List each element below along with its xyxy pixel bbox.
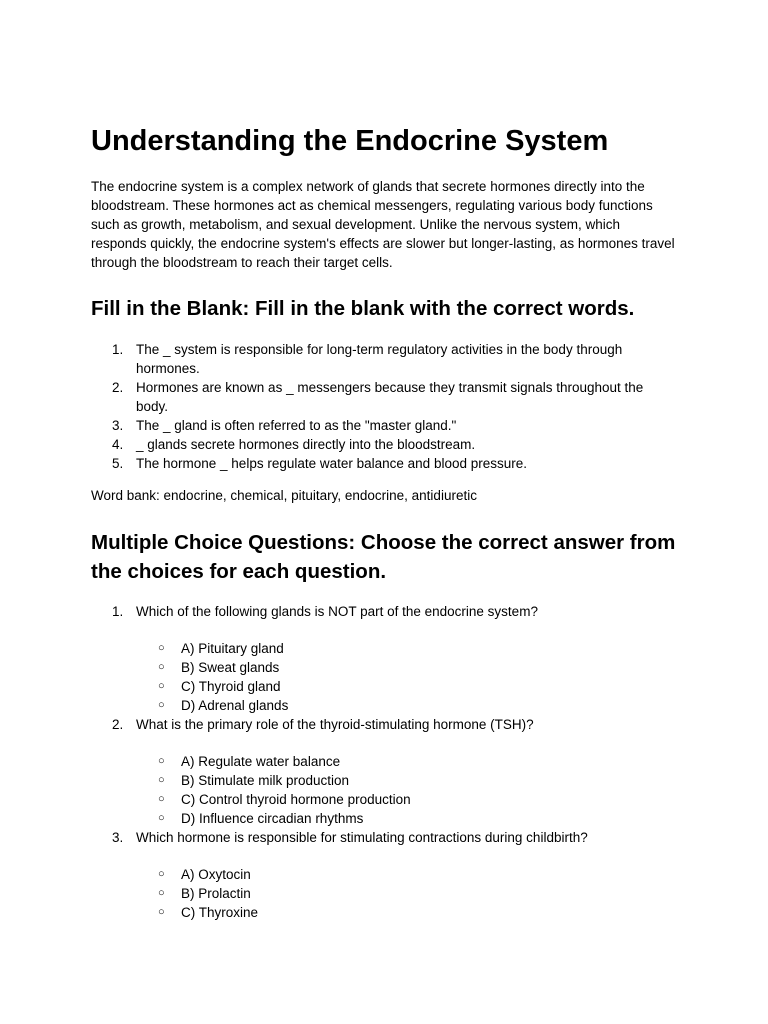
choice-item	[136, 677, 676, 696]
question-number: 1.	[112, 604, 124, 619]
choice-text: D) Influence circadian rhythms	[181, 811, 364, 826]
list-item-text: _ glands secrete hormones directly into the bloodstream.	[136, 437, 476, 452]
question-item	[91, 602, 676, 715]
fill-in-blank-list	[91, 340, 676, 473]
list-item-text: The hormone _ helps regulate water balance and blood pressure.	[136, 456, 527, 471]
question-number: 3.	[112, 830, 124, 845]
choice-item	[136, 790, 676, 809]
list-item	[91, 378, 676, 416]
hollow-circle-bullet-icon: ○	[158, 906, 165, 918]
choice-list	[136, 734, 676, 828]
choice-text: B) Stimulate milk production	[181, 773, 350, 788]
choice-item	[136, 903, 676, 922]
choice-text: A) Oxytocin	[181, 867, 251, 882]
choice-text: B) Sweat glands	[181, 660, 280, 675]
choice-text: B) Prolactin	[181, 886, 251, 901]
question-text: What is the primary role of the thyroid-stimulating hormone (TSH)?	[136, 717, 534, 732]
intro-paragraph: The endocrine system is a complex network of glands that secrete hormones directly into the bloodstream. These hormones act as chemical messengers, regulating various body functions such as growth, metabolism, and sexual development. Unlike the nervous system, which responds quickly, the endocrine system's effects are slower but longer-lasting, as hormones travel through the bloodstream to reach their target cells.	[91, 179, 675, 270]
list-item-text: The _ gland is often referred to as the "master gland."	[136, 418, 457, 433]
list-item-number: 1.	[112, 342, 124, 357]
choice-text: C) Control thyroid hormone production	[181, 792, 411, 807]
hollow-circle-bullet-icon: ○	[158, 887, 165, 899]
hollow-circle-bullet-icon: ○	[158, 774, 165, 786]
hollow-circle-bullet-icon: ○	[158, 642, 165, 654]
list-item-text: The _ system is responsible for long-term regulatory activities in the body through hormones.	[136, 342, 623, 376]
choice-item	[136, 752, 676, 771]
question-text: Which hormone is responsible for stimulating contractions during childbirth?	[136, 830, 588, 845]
question-number: 2.	[112, 717, 124, 732]
list-item-number: 5.	[112, 456, 124, 471]
word-bank: Word bank: endocrine, chemical, pituitary, endocrine, antidiuretic	[91, 488, 477, 503]
choice-item	[136, 809, 676, 828]
fill-in-blank-heading: Fill in the Blank: Fill in the blank with the correct words.	[91, 297, 635, 320]
choice-item	[136, 884, 676, 903]
choice-list	[136, 621, 676, 715]
list-item	[91, 454, 676, 473]
question-item	[91, 715, 676, 828]
list-item	[91, 416, 676, 435]
choice-text: D) Adrenal glands	[181, 698, 289, 713]
choice-text: A) Pituitary gland	[181, 641, 284, 656]
page-title: Understanding the Endocrine System	[91, 125, 609, 157]
choice-item	[136, 865, 676, 884]
list-item-number: 3.	[112, 418, 124, 433]
hollow-circle-bullet-icon: ○	[158, 793, 165, 805]
list-item	[91, 340, 676, 378]
choice-item	[136, 658, 676, 677]
list-item-number: 2.	[112, 380, 124, 395]
question-text: Which of the following glands is NOT part of the endocrine system?	[136, 604, 538, 619]
list-item-text: Hormones are known as _ messengers because they transmit signals throughout the body.	[136, 380, 644, 414]
choice-text: C) Thyroid gland	[181, 679, 281, 694]
hollow-circle-bullet-icon: ○	[158, 661, 165, 673]
choice-item	[136, 696, 676, 715]
list-item	[91, 435, 676, 454]
list-item-number: 4.	[112, 437, 124, 452]
choice-list	[136, 847, 676, 922]
hollow-circle-bullet-icon: ○	[158, 680, 165, 692]
hollow-circle-bullet-icon: ○	[158, 755, 165, 767]
choice-item	[136, 639, 676, 658]
choice-item	[136, 771, 676, 790]
hollow-circle-bullet-icon: ○	[158, 699, 165, 711]
hollow-circle-bullet-icon: ○	[158, 812, 165, 824]
choice-text: C) Thyroxine	[181, 905, 259, 920]
hollow-circle-bullet-icon: ○	[158, 868, 165, 880]
choice-text: A) Regulate water balance	[181, 754, 341, 769]
question-item	[91, 828, 676, 922]
multiple-choice-list	[91, 602, 676, 922]
multiple-choice-heading: Multiple Choice Questions: Choose the correct answer from the choices for each question.	[91, 531, 676, 583]
